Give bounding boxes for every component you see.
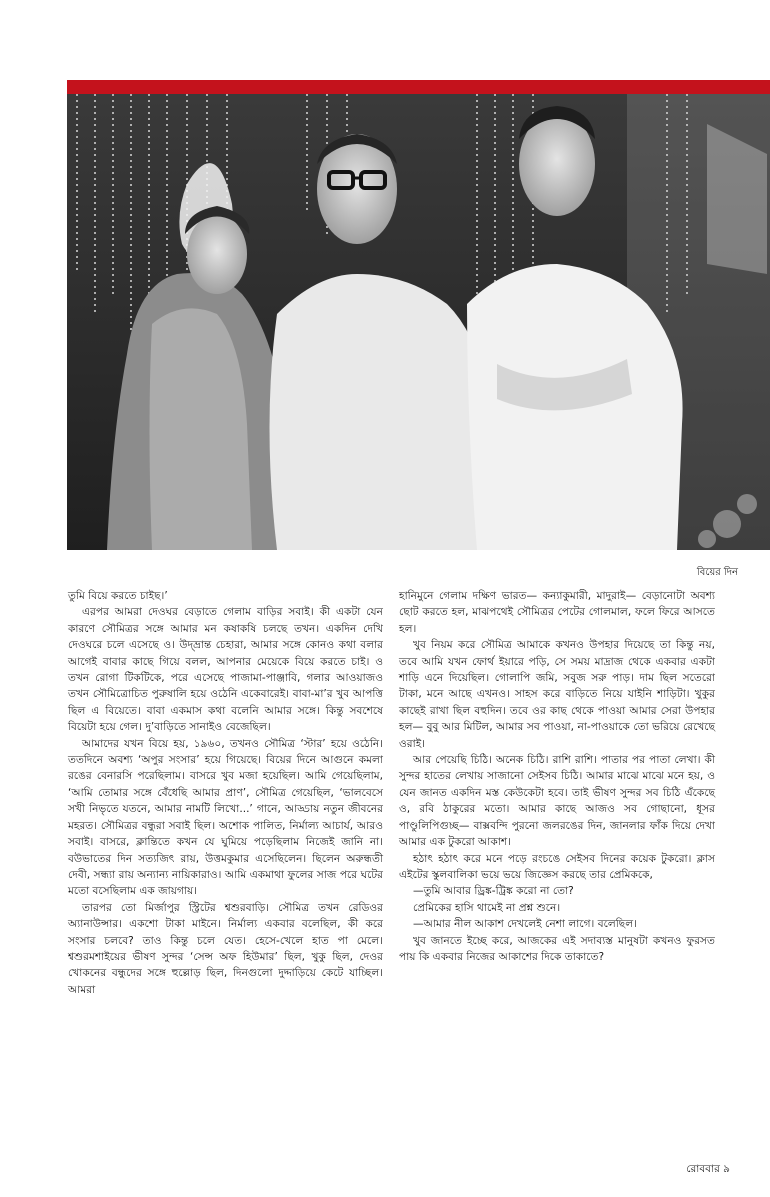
wedding-photo xyxy=(67,94,770,550)
paragraph: খুব নিয়ম করে সৌমিত্র আমাকে কখনও উপহার দিয়েছে তা কিন্তু নয়, তবে আমি যখন ফোর্থ ইয়ারে পড়ি, সে সময় মাদ্রাজ থেকে একবার একটা শাড়ি এনে দিয়েছিল। গোলাপি জমি, সবুজ সরু পাড়। দাম ছিল সতেরো টাকা, মনে আছে এখনও। সাহস করে বাড়িতে নিয়ে যাইনি শাড়িটা। খুকুর কাছেই রাখা ছিল বহুদিন। তবে ওর কাছ থেকে পাওয়া আমার সেরা উপহার হল— বুবু আর মিটিল, আমার সব পাওয়া, না-পাওয়াকে তো ভরিয়ে রেখেছে ওরাই। xyxy=(399,639,715,750)
paragraph: আর পেয়েছি চিঠি। অনেক চিঠি। রাশি রাশি। পাতার পর পাতা লেখা। কী সুন্দর হাতের লেখায় সাজানো সেইসব চিঠি। আমার মাঝে মাঝে মনে হয়, ও যেন জানত একদিন মস্ত কেউকেটা হবে। তাই ভীষণ সুন্দর সব চিঠি এঁকেছে ও, রবি ঠাকুরের মতো। আমার কাছে আজও সব গোছানো, ধূসর পাণ্ডুলিপিগুচ্ছ— বাক্সবন্দি পুরনো জলরঙের দিন, জানলার ফাঁক দিয়ে দেখা আমার এক টুকরো আকাশ। xyxy=(399,754,715,849)
paragraph: হঠাৎ হঠাৎ করে মনে পড়ে রংচঙে সেইসব দিনের কয়েক টুকরো। ক্লাস এইটের স্কুলবালিকা ভয়ে ভয়ে জিজ্ঞেস করছে তার প্রেমিককে, xyxy=(399,852,715,881)
paragraph: প্রেমিকের হাসি থামেই না প্রশ্ন শুনে। xyxy=(413,901,561,914)
photo-caption: বিয়ের দিন xyxy=(696,567,738,578)
paragraph: তারপর তো মির্জাপুর স্ট্রিটের শ্বশুরবাড়ি। সৌমিত্র তখন রেডিওর অ্যানাউন্সার। একশো টাকা মাইনে। নির্মাল্য একবার বলেছিল, কী করে সংসার চলবে? তাও কিন্তু চলে যেত। হেসে-খেলে হাত পা মেলে। শ্বশুরমশাইয়ের ভীষণ সুন্দর ‘সেন্স অফ হিউমার’ ছিল, খুকু ছিল, দেওর খোকনের বন্ধুদের সঙ্গে হুল্লোড় ছিল, দিনগুলো দুদ্দাড়িয়ে কেটে যাচ্ছিল। আমরা xyxy=(68,901,383,996)
paragraph: তুমি বিয়ে করতে চাইছ।’ xyxy=(68,590,168,602)
paragraph: খুব জানতে ইচ্ছে করে, আজকের এই সদাব্যস্ত মানুষটা কখনও ফুরসত পায় কি একবার নিজের আকাশের দিকে তাকাতে? xyxy=(399,934,715,963)
paragraph: —তুমি আবার ড্রিঙ্ক-ট্রিঙ্ক করো না তো? xyxy=(413,885,574,898)
article-column-left xyxy=(68,588,383,998)
paragraph: আমাদের যখন বিয়ে হয়, ১৯৬০, তখনও সৌমিত্র ‘স্টার’ হয়ে ওঠেনি। ততদিনে অবশ্য ‘অপুর সংসার’ হয়ে গিয়েছে। বিয়ের দিনে আগুনে কমলা রঙের বেনারসি পরেছিলাম। বাসরে খুব মজা হয়েছিল। আমি গেয়েছিলাম, ‘আমি তোমার সঙ্গে বেঁধেছি আমার প্রাণ’, সৌমিত্র গেয়েছিল, ‘ভালবেসে সখী নিভৃতে যতনে, আমার নামটি লিখো...’ গানে, আড্ডায় নতুন জীবনের মহরত। সৌমিত্রর বন্ধুরা সবাই ছিল। অশোক পালিত, নির্মাল্য আচার্য, আরও সবাই। বাসরে, ক্লান্তিতে কখন যে ঘুমিয়ে পড়েছিলাম নিজেই জানি না। বউভাতের দিন সত্যজিৎ রায়, উত্তমকুমার এসেছিলেন। ছিলেন অরুন্ধতী দেবী, সন্ধ্যা রায় অন্যান্য নায়িকারাও। আমি একমাথা ফুলের সাজ পরে ঘটের মতো বসেছিলাম এক জায়গায়। xyxy=(68,737,383,898)
paragraph: হানিমুনে গেলাম দক্ষিণ ভারত— কন্যাকুমারী, মাদুরাই— বেড়ানোটা অবশ্য ছোট করতে হল, মাঝপথেই সৌমিত্রর পেটের গোলমাল, ফলে ফিরে আসতে হল। xyxy=(399,590,715,635)
wedding-photo-image xyxy=(67,94,770,550)
article-column-right xyxy=(399,588,715,965)
header-rule xyxy=(67,80,770,94)
page-folio: রোববার ৯ xyxy=(686,1163,730,1175)
paragraph: এরপর আমরা দেওঘর বেড়াতে গেলাম বাড়ির সবাই। কী একটা যেন কারণে সৌমিত্রর সঙ্গে আমার মন কষাকষি চলছে তখন। একদিন দেখি দেওঘরে চলে এসেছে ও। উদ্‌ভ্রান্ত চেহারা, আমার সঙ্গে কোনও কথা বলার আগেই বাবার কাছে গিয়ে বলল, আপনার মেয়েকে বিয়ে করতে চাই। ও তখন রোগা টিকটিকে, পরে এসেছে পাজামা-পাঞ্জাবি, গলার আওয়াজও তখন সৌমিত্রোচিত পুরুষালি হয়ে ওঠেনি একেবারেই। বাবা-মা’র খুব আপত্তি ছিল এ বিয়েতে। বাবা একমাস কথা বলেনি আমার সঙ্গে। কিন্তু সবশেষে বিয়েটা হয়ে গেল। দু’বাড়িতে সানাইও বেজেছিল। xyxy=(68,606,383,734)
paragraph: —আমার নীল আকাশ দেখলেই নেশা লাগে। বলেছিল। xyxy=(413,918,637,931)
